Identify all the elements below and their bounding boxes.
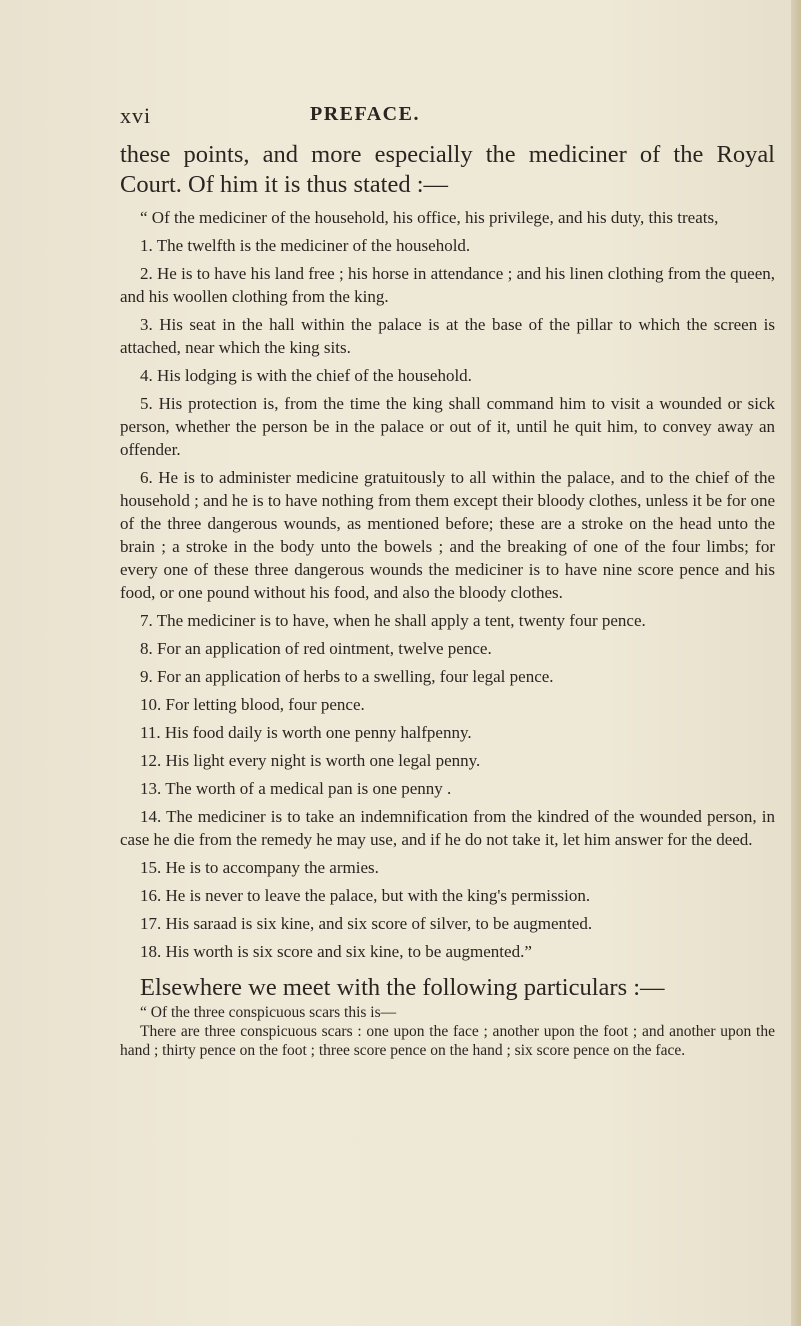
list-item bbox=[120, 777, 775, 800]
numbered-list bbox=[120, 234, 775, 963]
item-number: 17. bbox=[140, 914, 162, 933]
item-number: 8. bbox=[140, 639, 153, 658]
item-text: For an application of herbs to a swelling, four legal pence. bbox=[157, 667, 554, 686]
item-text: The twelfth is the mediciner of the household. bbox=[156, 236, 471, 255]
item-text: The mediciner is to take an indemnification from the kindred of the wounded person, in case he die from the remedy he may use, and if he do not take it, let him answer for the deed. bbox=[120, 807, 775, 849]
list-item bbox=[120, 856, 775, 879]
quote-intro: “ Of the mediciner of the household, his office, his privilege, and his duty, this treats, bbox=[140, 208, 719, 227]
item-number: 4. bbox=[140, 366, 153, 385]
item-number: 6. bbox=[140, 468, 153, 487]
list-item bbox=[120, 912, 775, 935]
page-header bbox=[0, 103, 801, 133]
item-text: His worth is six score and six kine, to be augmented.” bbox=[165, 942, 532, 961]
body-text bbox=[120, 140, 775, 1060]
item-text: His saraad is six kine, and six score of silver, to be augmented. bbox=[165, 914, 593, 933]
list-item bbox=[120, 392, 775, 461]
item-text: He is never to leave the palace, but with the king's permission. bbox=[165, 886, 591, 905]
item-number: 10. bbox=[140, 695, 162, 714]
list-item bbox=[120, 884, 775, 907]
item-number: 9. bbox=[140, 667, 153, 686]
item-number: 15. bbox=[140, 858, 162, 877]
scars-text: There are three conspicuous scars : one upon the face ; another upon the foot ; and another upon the hand ; thirty pence on the foot ; three score pence on the hand ; six score pence on the face. bbox=[120, 1023, 775, 1059]
list-item bbox=[120, 749, 775, 772]
item-text: His lodging is with the chief of the household. bbox=[157, 366, 472, 385]
item-text: For letting blood, four pence. bbox=[165, 695, 365, 714]
item-text: His seat in the hall within the palace is at the base of the pillar to which the screen is attached, near which the king sits. bbox=[120, 315, 776, 357]
item-number: 3. bbox=[140, 315, 153, 334]
list-item bbox=[120, 262, 775, 308]
list-item bbox=[120, 609, 775, 632]
item-number: 7. bbox=[140, 611, 153, 630]
item-text: For an application of red ointment, twelve pence. bbox=[157, 639, 492, 658]
scars-intro: “ Of the three conspicuous scars this is— bbox=[140, 1004, 397, 1021]
list-item bbox=[120, 940, 775, 963]
list-item bbox=[120, 364, 775, 387]
item-text: The worth of a medical pan is one penny . bbox=[165, 779, 452, 798]
list-item bbox=[120, 313, 775, 359]
lead-paragraph: these points, and more especially the mediciner of the Royal Court. Of him it is thus stated :— bbox=[120, 141, 775, 198]
list-item bbox=[120, 693, 775, 716]
item-text: His light every night is worth one legal penny. bbox=[165, 751, 481, 770]
list-item bbox=[120, 805, 775, 851]
item-number: 16. bbox=[140, 886, 162, 905]
running-head: PREFACE. bbox=[310, 103, 420, 125]
page-number: xvi bbox=[120, 103, 152, 128]
item-text: His food daily is worth one penny halfpenny. bbox=[164, 723, 472, 742]
item-number: 2. bbox=[140, 264, 153, 283]
item-number: 18. bbox=[140, 942, 162, 961]
item-text: The mediciner is to have, when he shall apply a tent, twenty four pence. bbox=[156, 611, 646, 630]
list-item bbox=[120, 466, 775, 604]
item-number: 13. bbox=[140, 779, 162, 798]
item-number: 5. bbox=[140, 394, 153, 413]
list-item bbox=[120, 637, 775, 660]
item-text: He is to administer medicine gratuitously to all within the palace, and to the chief of the household ; and he is to have nothing from them except their bloody clothes, unless it be for one of the three dangerous wounds, as mentioned before; these are a stroke on the head unto the brain ; a stroke in the body unto the bowels ; and the breaking of one of the four limbs; for every one of these three dangerous wounds the mediciner is to have nine score pence and his food, or one pound without his food, and also the bloody clothes. bbox=[120, 468, 775, 602]
list-item bbox=[120, 665, 775, 688]
page-edge bbox=[791, 0, 801, 1326]
item-text: He is to accompany the armies. bbox=[165, 858, 379, 877]
item-number: 12. bbox=[140, 751, 162, 770]
item-number: 11. bbox=[140, 723, 161, 742]
item-number: 14. bbox=[140, 807, 162, 826]
item-text: His protection is, from the time the king shall command him to visit a wounded or sick person, whether the person be in the palace or out of it, until he quit him, to convey away an offender. bbox=[120, 394, 775, 459]
item-number: 1. bbox=[140, 236, 153, 255]
item-text: He is to have his land free ; his horse in attendance ; and his linen clothing from the queen, and his woollen clothing from the king. bbox=[120, 264, 776, 306]
mid-paragraph: Elsewhere we meet with the following particulars :— bbox=[140, 974, 665, 1001]
list-item bbox=[120, 234, 775, 257]
list-item bbox=[120, 721, 775, 744]
